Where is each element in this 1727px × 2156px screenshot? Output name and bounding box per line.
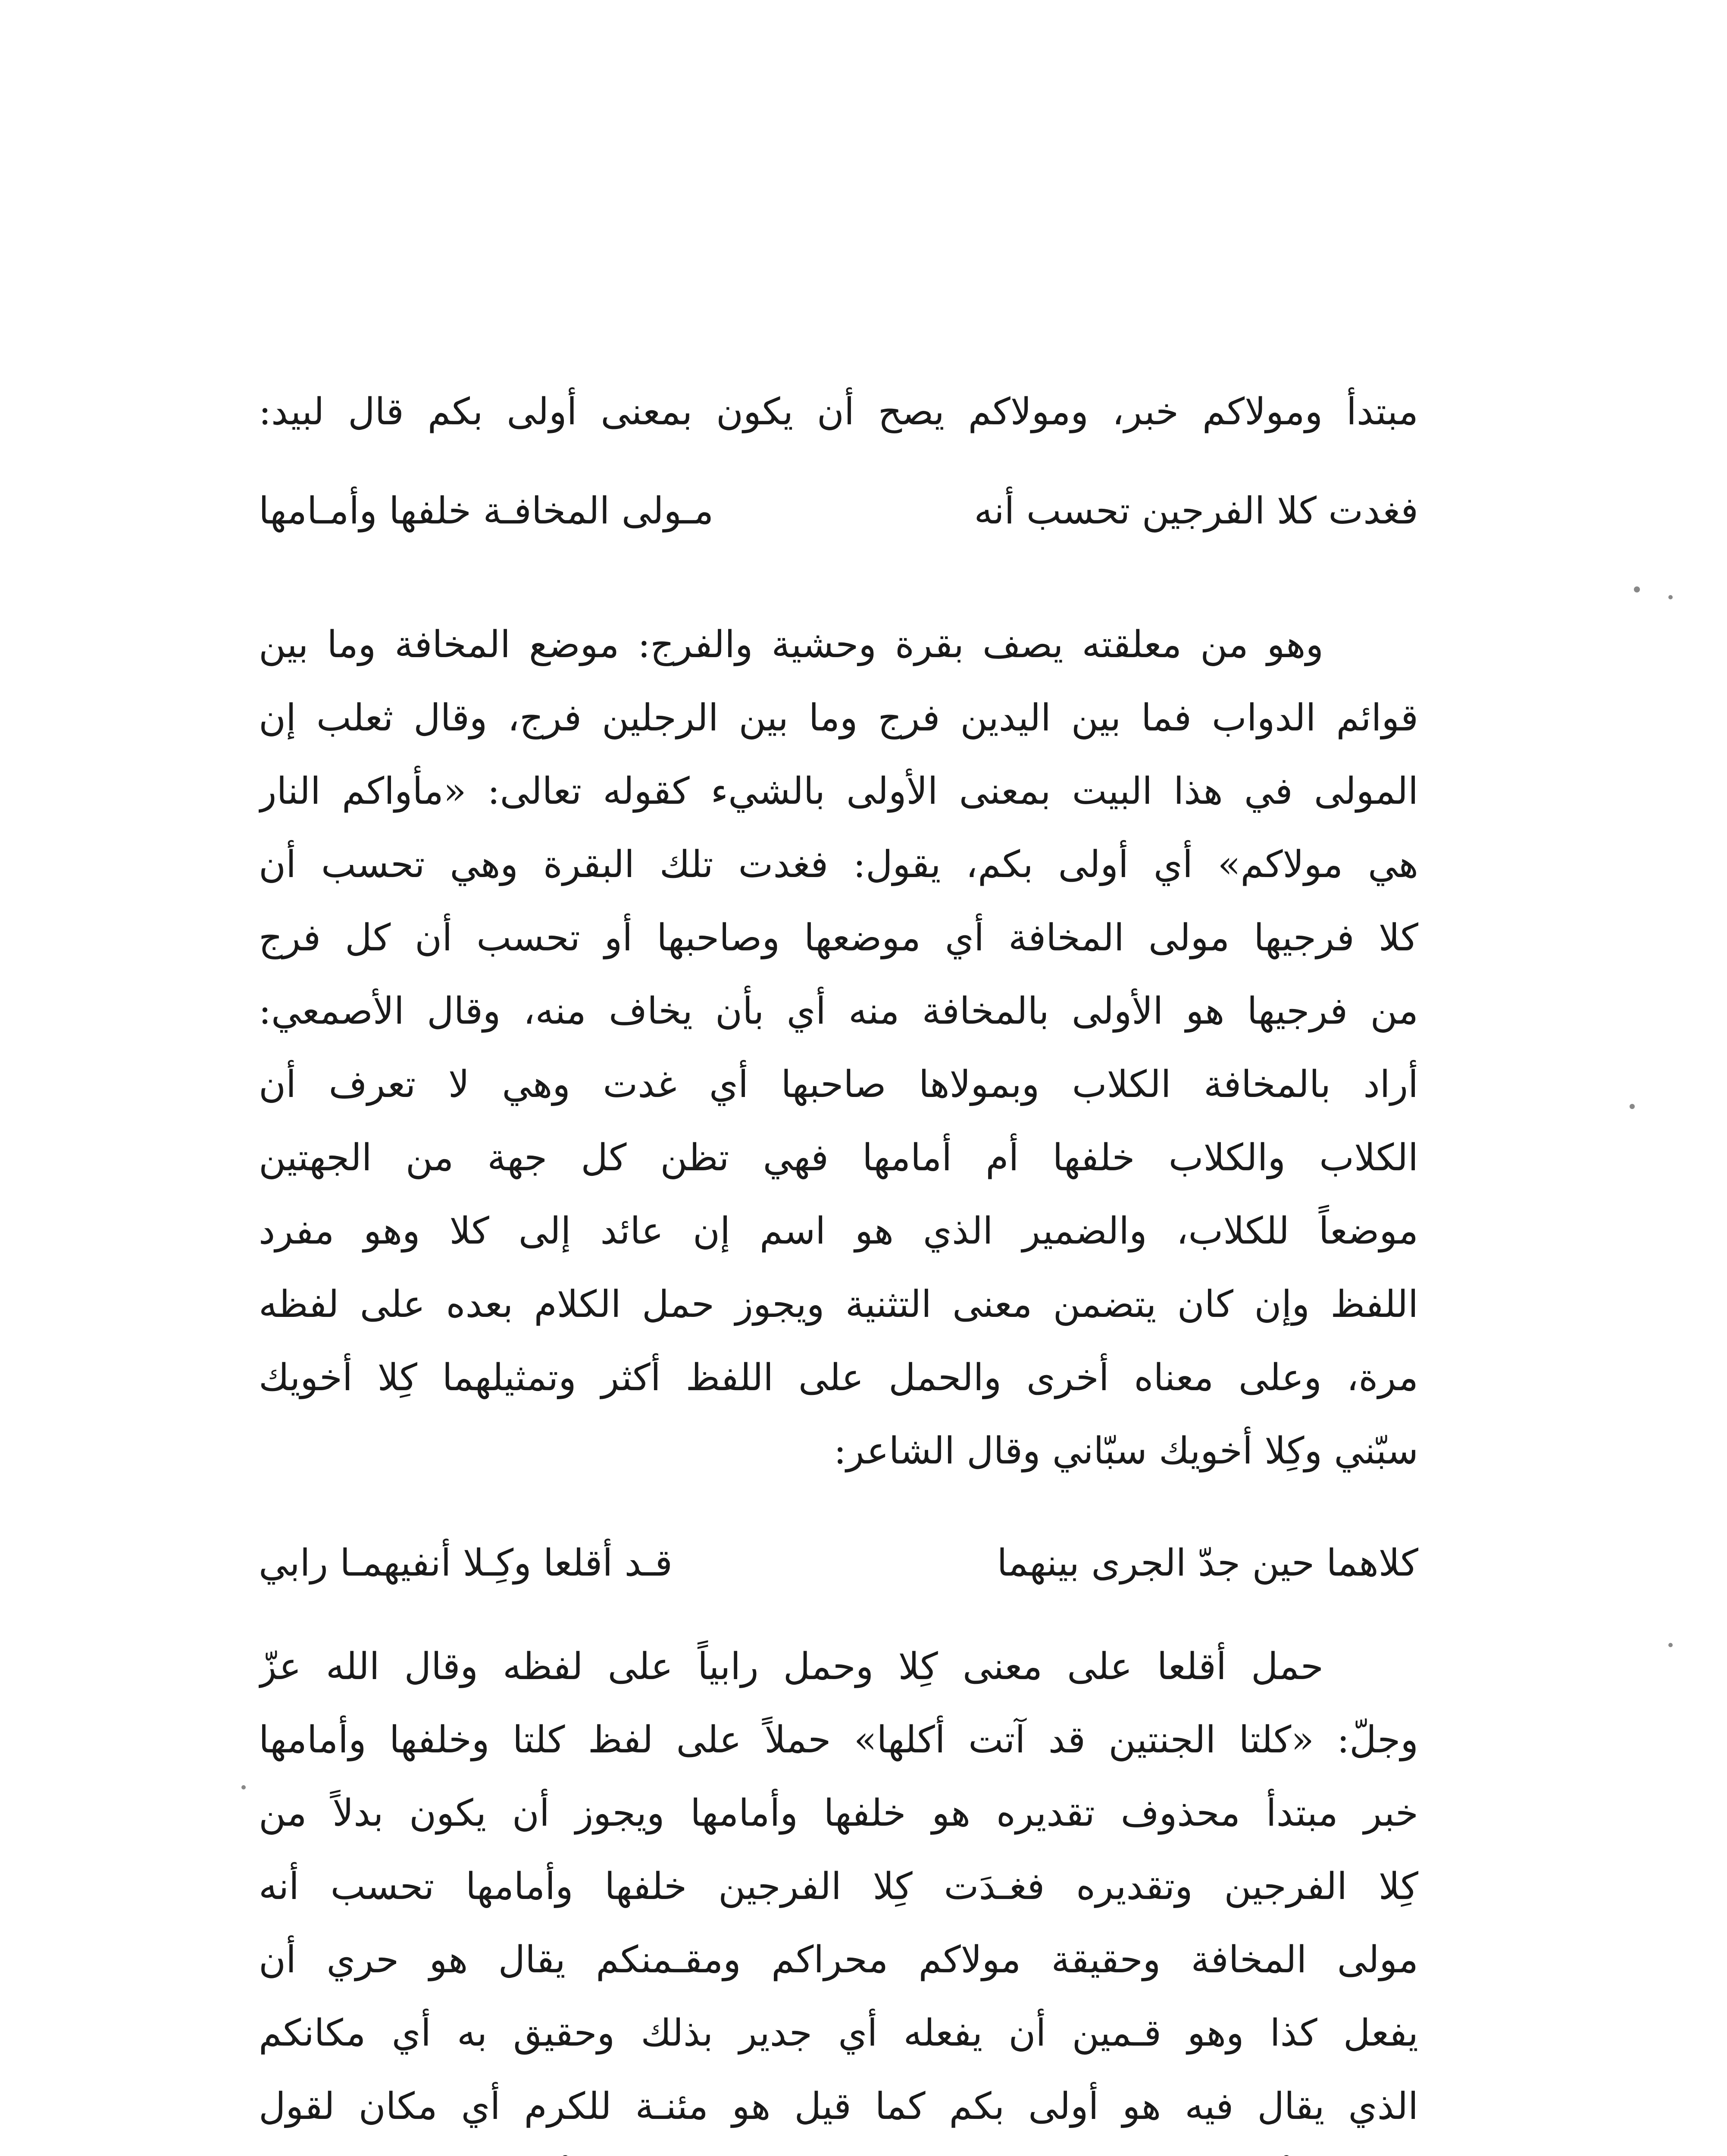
text-line: موضعاً للكلاب، والضمير الذي هو اسم إن عائد إلى كلا وهو مفرد	[259, 1210, 1418, 1253]
text-line: يفعل كذا وهو قـمين أن يفعله أي جدير بذلك وحقيق به أي مكانكم	[259, 2012, 1418, 2055]
text-line: كِلا الفرجين وتقديره فغـدَت كِلا الفرجين خلفها وأمامها تحسب أنه	[259, 1865, 1418, 1908]
text-line: مرة، وعلى معناه أخرى والحمل على اللفظ أكثر وتمثيلهما كِلا أخويك	[259, 1356, 1418, 1399]
text-line: مولى المخافة وحقيقة مولاكم محراكم ومقـمنكم يقال هو حري أن	[259, 1938, 1418, 1981]
scan-speck	[1634, 586, 1640, 592]
text-line: قوائم الدواب فما بين اليدين فرج وما بين الرجلين فرج، وقال ثعلب إن	[259, 696, 1418, 740]
text-line	[259, 2143, 1418, 2156]
text-line: المولى في هذا البيت بمعنى الأولى بالشيء كقوله تعالى: «مأواكم النار	[259, 770, 1418, 813]
paragraph-2	[259, 1630, 1418, 2156]
scan-speck	[1668, 595, 1673, 599]
paragraph-1	[259, 608, 1418, 1488]
intro-text	[259, 375, 1418, 448]
scan-speck	[241, 1785, 246, 1789]
verse-1-second-hemistich: مـولى المخافـة خلفها وأمـامها	[259, 489, 714, 533]
text-line: سبّني وكِلا أخويك سبّاني وقال الشاعر:	[834, 1429, 1418, 1473]
verse-1-first-hemistich: فغدت كلا الفرجين تحسب أنه	[974, 489, 1418, 533]
text-line: الكلاب والكلاب خلفها أم أمامها فهي تظن كل جهة من الجهتين	[259, 1136, 1418, 1179]
scan-speck	[1668, 1643, 1673, 1647]
verse-1	[259, 474, 1418, 548]
text-line: مبتدأ ومولاكم خبر، ومولاكم يصح أن يكون بمعنى أولى بكم قال لبيد:	[259, 390, 1418, 433]
text-line: خبر مبتدأ محذوف تقديره هو خلفها وأمامها ويجوز أن يكون بدلاً من	[259, 1792, 1418, 1835]
text-line: هي مولاكم» أي أولى بكم، يقول: فغدت تلك البقرة وهي تحسب أن	[259, 843, 1418, 886]
verse-2-first-hemistich: كلاهما حين جدّ الجرى بينهما	[997, 1542, 1418, 1585]
text-line: كلا فرجيها مولى المخافة أي موضعها وصاحبها أو تحسب أن كل فرج	[259, 916, 1418, 959]
verse-2-second-hemistich: قـد أقلعا وكِـلا أنفيهمـا رابي	[259, 1542, 673, 1585]
text-line: الذي يقال فيه هو أولى بكم كما قيل هو مئنـة للكرم أي مكان لقول	[259, 2085, 1418, 2128]
text-line: من فرجيها هو الأولى بالمخافة منه أي بأن يخاف منه، وقال الأصمعي:	[259, 990, 1418, 1033]
text-line: وجلّ: «كلتا الجنتين قد آتت أكلها» حملاً على لفظ كلتا وخلفها وأمامها	[259, 1718, 1418, 1761]
text-line: وهو من معلقته يصف بقرة وحشية والفرج: موضع المخافة وما بين	[259, 623, 1323, 666]
text-line: اللفظ وإن كان يتضمن معنى التثنية ويجوز حمل الكلام بعده على لفظه	[259, 1283, 1418, 1326]
text-line: أراد بالمخافة الكلاب وبمولاها صاحبها أي غدت وهي لا تعرف أن	[259, 1063, 1418, 1106]
verse-2	[259, 1526, 1418, 1600]
text-line: حمل أقلعا على معنى كِلا وحمل رابياً على لفظه وقال الله عزّ	[259, 1645, 1323, 1688]
scan-speck	[1630, 1104, 1635, 1109]
